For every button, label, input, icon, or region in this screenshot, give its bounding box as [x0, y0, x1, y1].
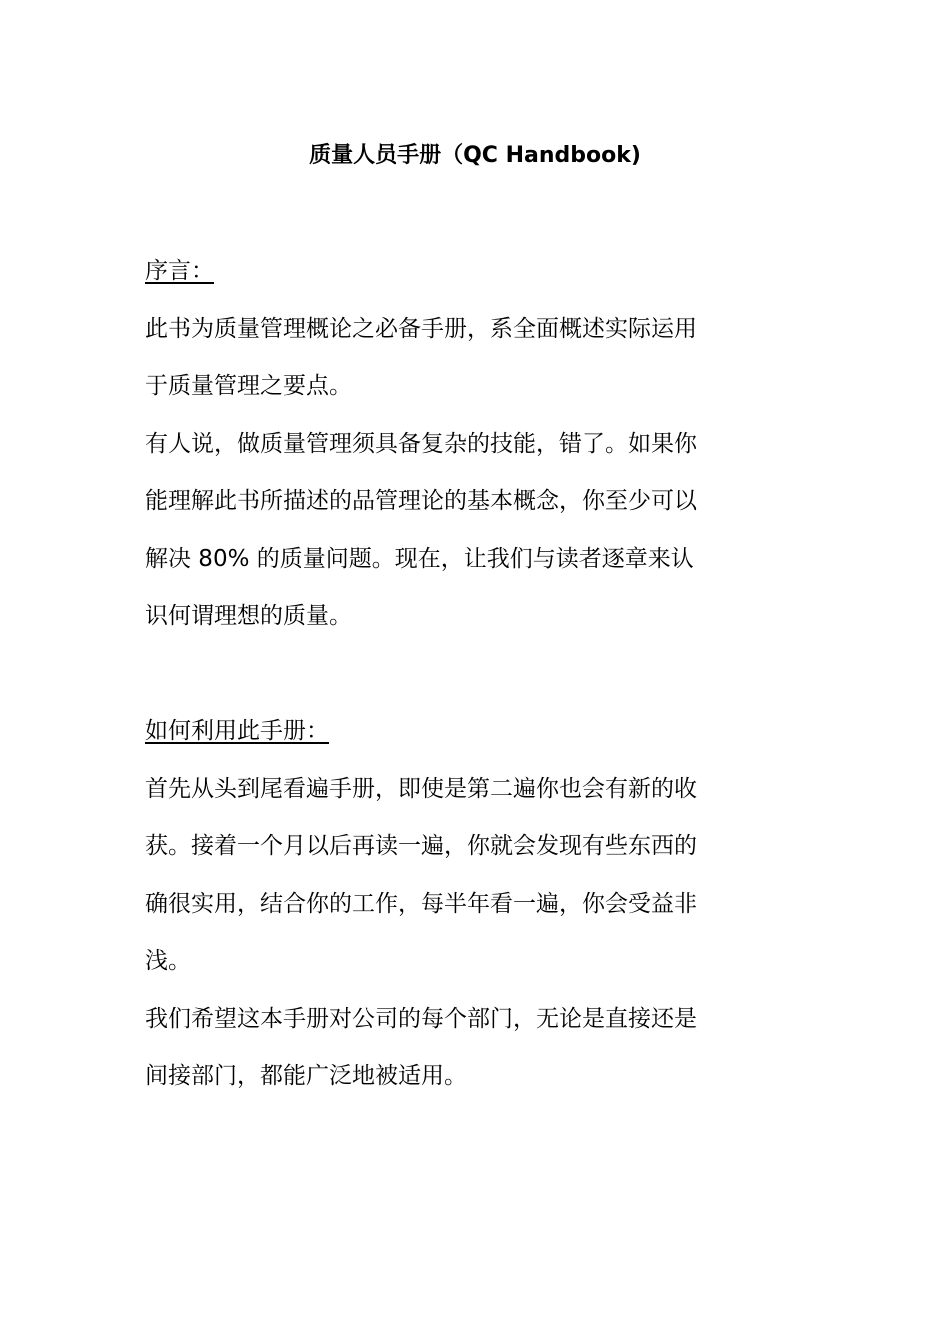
- document-title: 质量人员手册（QC Handbook): [309, 143, 641, 168]
- preface-heading-line: [145, 243, 785, 301]
- preface-p1-line-1: 此书为质量管理概论之必备手册，系全面概述实际运用: [145, 315, 697, 342]
- preface-p2-line-3: 解决 80% 的质量问题。现在，让我们与读者逐章来认: [145, 545, 694, 572]
- usage-p1-line-1: 首先从头到尾看遍手册，即使是第二遍你也会有新的收: [145, 775, 697, 802]
- preface-p2-line-1: 有人说，做质量管理须具备复杂的技能，错了。如果你: [145, 430, 697, 457]
- usage-p1-line-2: 获。接着一个月以后再读一遍，你就会发现有些东西的: [145, 833, 697, 859]
- preface-p2-line-2: 能理解此书所描述的品管理论的基本概念，你至少可以: [145, 488, 697, 514]
- usage-p2-line-2: 间接部门，都能广泛地被适用。: [145, 1063, 467, 1089]
- usage-heading-line: [145, 703, 785, 761]
- preface-p2-line-4: 识何谓理想的质量。: [145, 603, 352, 629]
- preface-section: [145, 243, 785, 646]
- usage-heading: 如何利用此手册：: [145, 718, 329, 744]
- preface-heading: 序言：: [145, 258, 214, 284]
- usage-p2-line-1: 我们希望这本手册对公司的每个部门，无论是直接还是: [145, 1005, 697, 1032]
- usage-section: [145, 703, 785, 1106]
- usage-p1-line-4: 浅。: [145, 948, 191, 974]
- preface-p1-line-2: 于质量管理之要点。: [145, 373, 352, 399]
- usage-p1-line-3: 确很实用，结合你的工作，每半年看一遍，你会受益非: [145, 890, 697, 917]
